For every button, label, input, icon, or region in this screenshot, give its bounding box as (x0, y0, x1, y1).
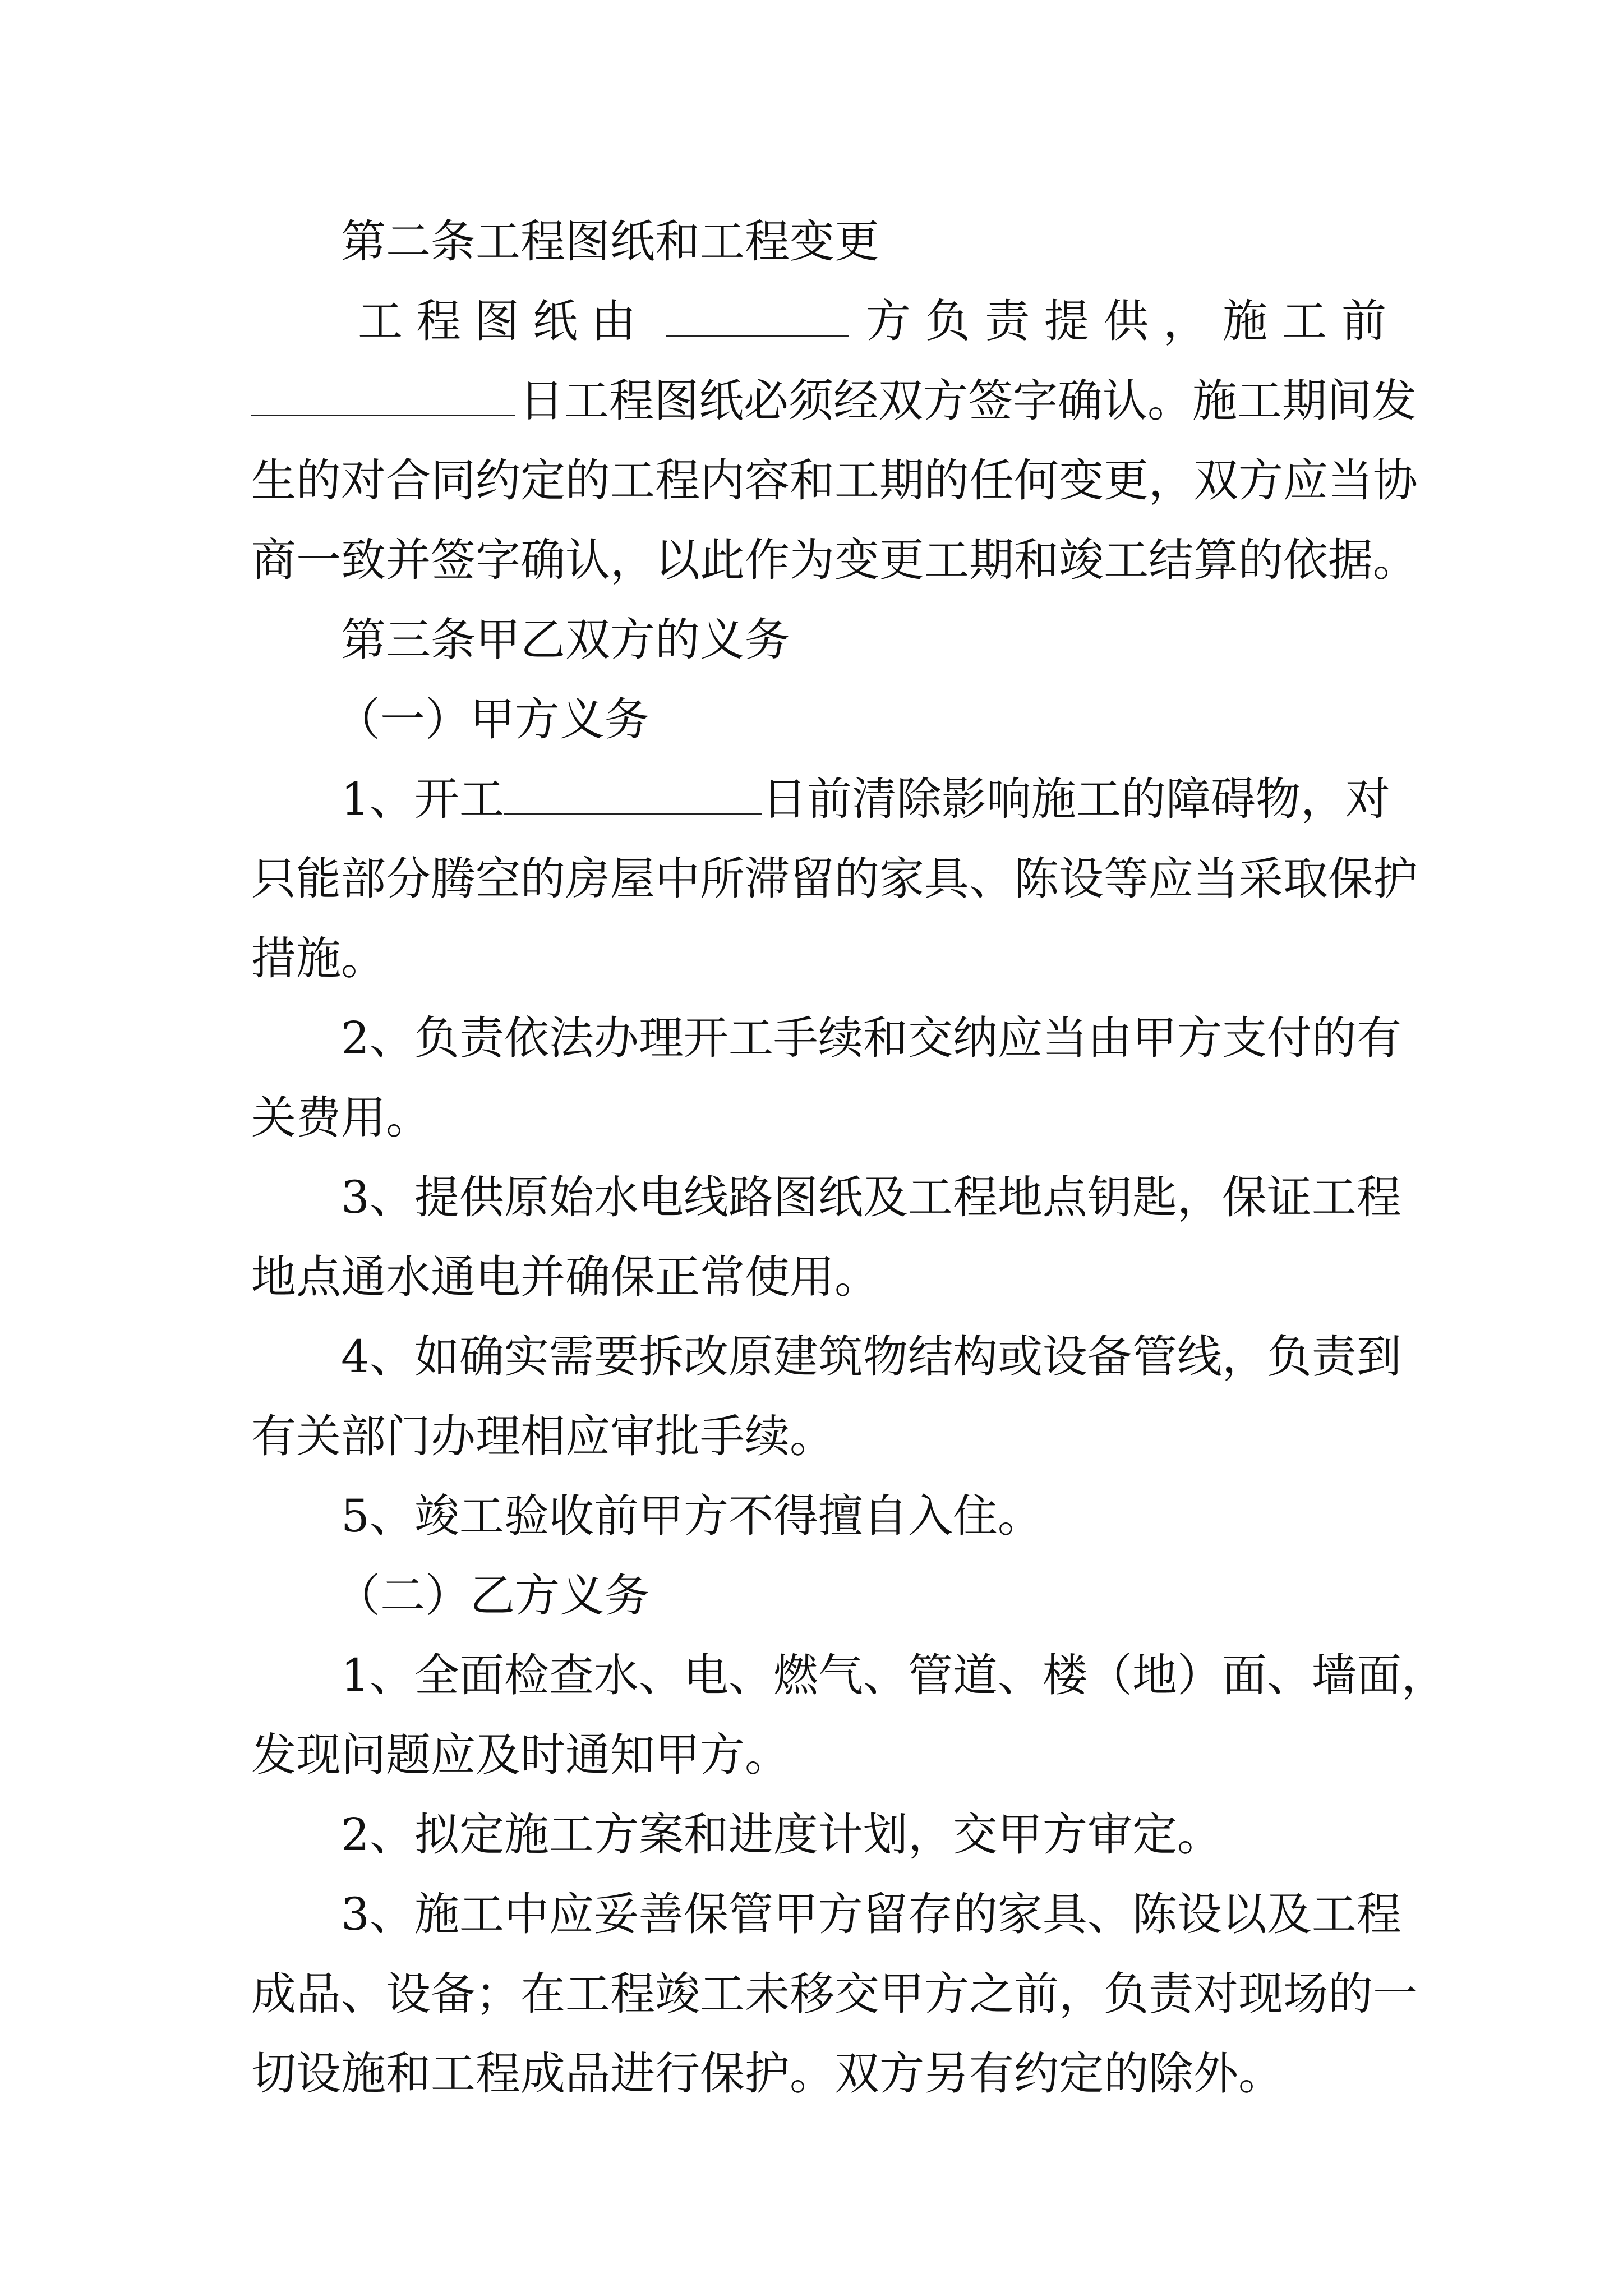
article-2-paragraph-line-2 (251, 361, 1417, 441)
article-2-lead-text: 工程图纸由 (358, 295, 649, 347)
article-2-heading: 第二条工程图纸和工程变更 (341, 215, 879, 268)
party-a-item-3-line-2: 地点通水通电并确保正常使用。 (251, 1251, 879, 1303)
article-2-mid-text: 方负责提供，施工前 (866, 295, 1401, 347)
fill-blank-start-days[interactable] (504, 772, 762, 815)
party-b-item-3-line-3: 切设施和工程成品进行保护。双方另有约定的除外。 (251, 2047, 1283, 2100)
party-a-item-4-line-1: 4、如确实需要拆改原建筑物结构或设备管线，负责到 (341, 1331, 1401, 1383)
party-a-item-4-line-2: 有关部门办理相应审批手续。 (251, 1410, 834, 1462)
party-a-item-1-lead: 1、开工 (341, 773, 504, 825)
article-3-heading: 第三条甲乙双方的义务 (341, 614, 790, 666)
article-2-paragraph-line-3: 生的对合同约定的工程内容和工期的任何变更，双方应当协 (251, 454, 1418, 507)
party-b-heading: （二）乙方义务 (335, 1570, 649, 1622)
party-b-item-3-line-2: 成品、设备；在工程竣工未移交甲方之前，负责对现场的一 (251, 1968, 1418, 2020)
party-a-item-1-tail: 日前清除影响施工的障碍物，对 (762, 773, 1390, 825)
party-b-item-3-line-1: 3、施工中应妥善保管甲方留存的家具、陈设以及工程 (341, 1888, 1401, 1940)
party-b-item-1-line-2: 发现问题应及时通知甲方。 (251, 1729, 790, 1781)
article-2-paragraph-line-4: 商一致并签字确认，以此作为变更工期和竣工结算的依据。 (251, 534, 1418, 586)
party-a-item-5-line-1: 5、竣工验收前甲方不得擅自入住。 (341, 1490, 1043, 1542)
party-a-heading: （一）甲方义务 (335, 693, 649, 746)
party-a-item-1-line-2: 只能部分腾空的房屋中所滞留的家具、陈设等应当采取保护 (251, 853, 1418, 905)
fill-blank-party[interactable] (666, 295, 849, 337)
party-b-item-2-line-1: 2、拟定施工方案和进度计划，交甲方审定。 (341, 1809, 1222, 1861)
fill-blank-days[interactable] (251, 374, 515, 416)
document-body (251, 202, 1446, 2114)
article-2-line-2-text: 日工程图纸必须经双方签字确认。施工期间发 (519, 375, 1417, 427)
party-a-item-3-line-1: 3、提供原始水电线路图纸及工程地点钥匙，保证工程 (341, 1171, 1401, 1223)
article-2-paragraph-line-1 (251, 282, 1401, 361)
party-a-item-1-line-3: 措施。 (251, 932, 386, 984)
party-a-item-2-line-1: 2、负责依法办理开工手续和交纳应当由甲方支付的有 (341, 1012, 1401, 1064)
party-a-item-1-line-1 (251, 760, 1401, 839)
party-a-item-2-line-2: 关费用。 (251, 1092, 431, 1144)
party-b-item-1-line-1: 1、全面检查水、电、燃气、管道、楼（地）面、墙面， (341, 1649, 1446, 1701)
